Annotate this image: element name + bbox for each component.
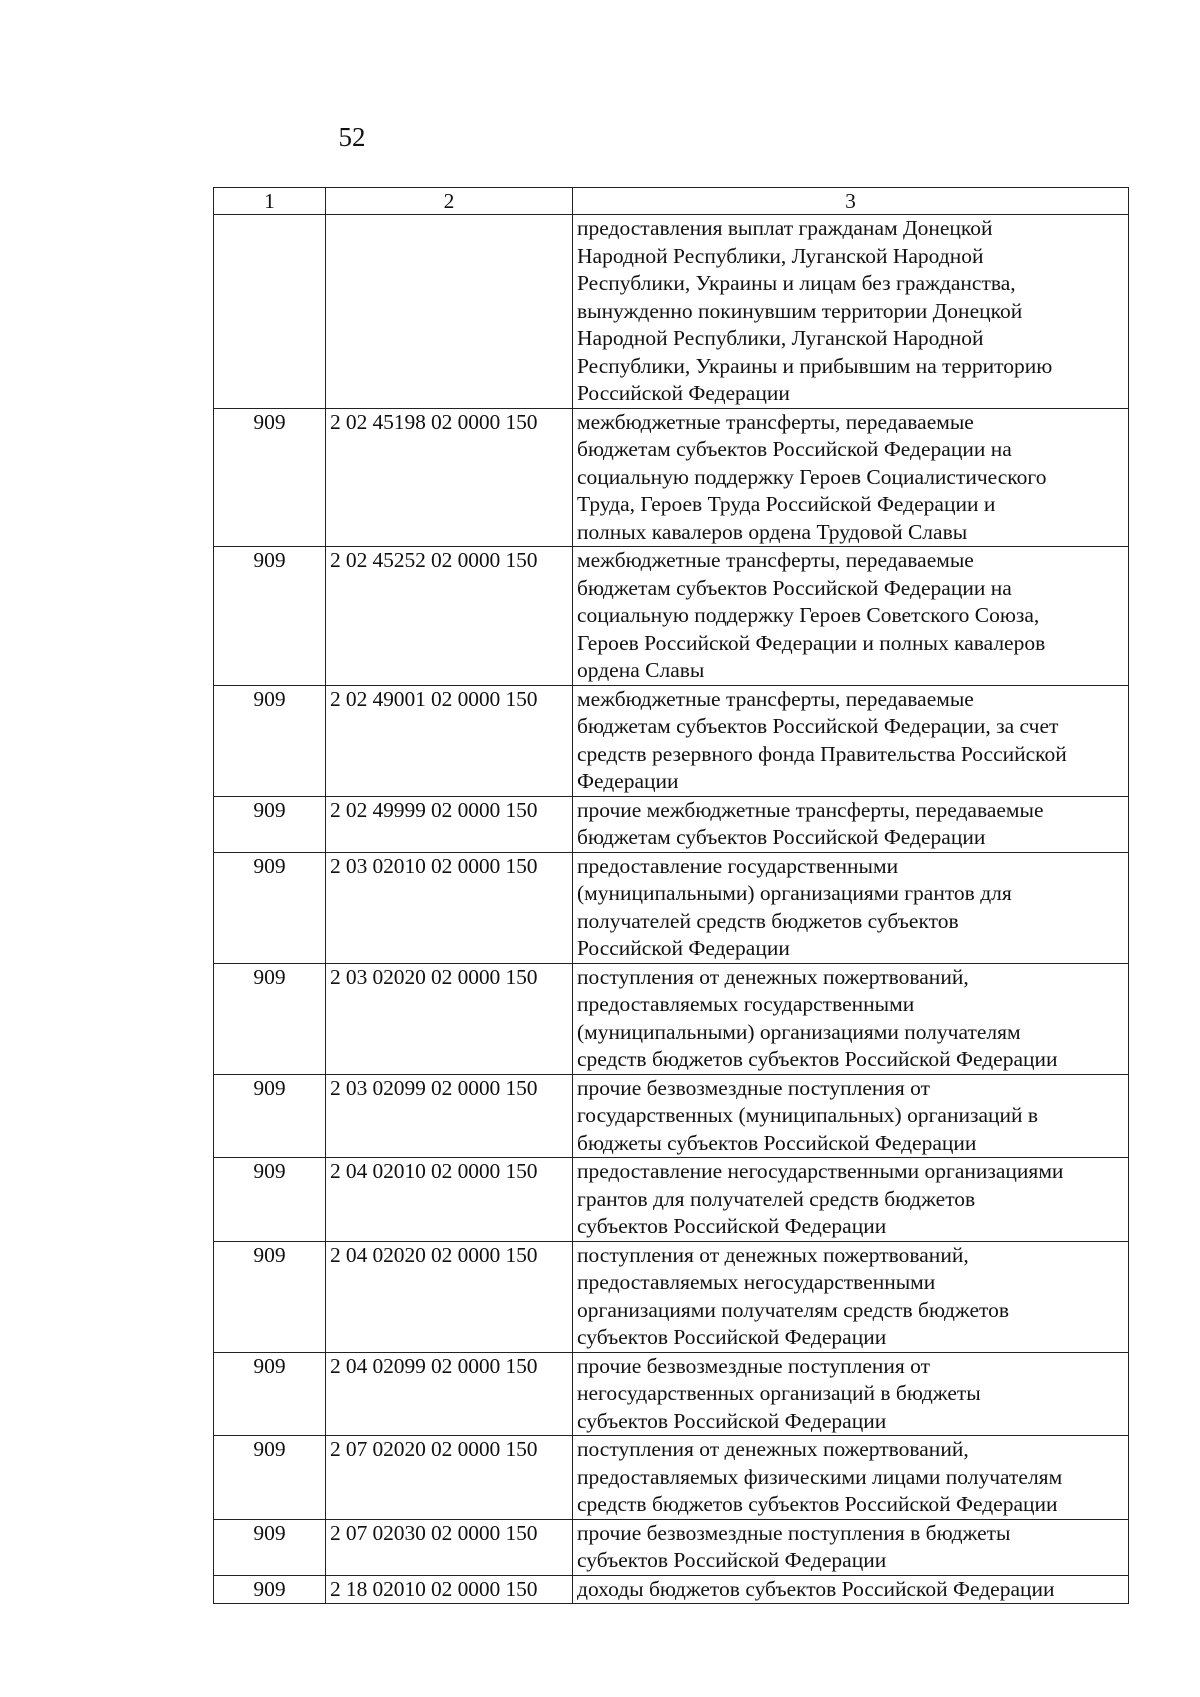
description-cell [573, 852, 1129, 963]
description-cell [573, 1436, 1129, 1520]
budget-code-cell [326, 215, 573, 409]
description-cell [573, 1158, 1129, 1242]
description-line: ордена Славы [577, 658, 705, 682]
table-row [214, 1158, 1129, 1242]
description-line: прочие межбюджетные трансферты, передаваемые [577, 797, 1044, 822]
description-line: (муниципальными) организациями грантов для [577, 881, 1012, 905]
description-line: негосударственных организаций в бюджеты [577, 1381, 981, 1405]
budget-code-cell: 2 03 02099 02 0000 150 [326, 1074, 573, 1158]
admin-code-cell: 909 [214, 1158, 326, 1242]
description-line: Российской Федерации [577, 936, 790, 960]
budget-code-cell: 2 07 02030 02 0000 150 [326, 1519, 573, 1575]
description-line: предоставления выплат гражданам Донецкой [577, 216, 993, 240]
description-cell [573, 1352, 1129, 1436]
table-row [214, 408, 1129, 547]
description-line: бюджетам субъектов Российской Федерации на [577, 575, 1012, 600]
header-cell-2: 2 [326, 188, 573, 215]
description-line: средств бюджетов субъектов Российской Федерации [577, 1492, 1058, 1516]
admin-code-cell [214, 215, 326, 409]
description-line: поступления от денежных пожертвований, [577, 964, 969, 989]
budget-code-cell: 2 18 02010 02 0000 150 [326, 1575, 573, 1604]
description-cell [573, 1519, 1129, 1575]
budget-code-cell: 2 02 45252 02 0000 150 [326, 547, 573, 686]
description-line: Российской Федерации [577, 381, 790, 405]
description-line: бюджеты субъектов Российской Федерации [577, 1130, 977, 1155]
table-row [214, 1352, 1129, 1436]
table-row [214, 852, 1129, 963]
description-line: субъектов Российской Федерации [577, 1548, 887, 1572]
table-row [214, 796, 1129, 852]
description-line: субъектов Российской Федерации [577, 1408, 887, 1433]
description-line: социальную поддержку Героев Советского Союза, [577, 603, 1040, 627]
description-line: бюджетам субъектов Российской Федерации [577, 825, 986, 849]
admin-code-cell: 909 [214, 963, 326, 1074]
description-line: Республики, Украины и прибывшим на территорию [577, 353, 1053, 378]
description-line: организациями получателям средств бюджетов [577, 1297, 1010, 1322]
description-cell [573, 1575, 1129, 1604]
description-cell [573, 796, 1129, 852]
admin-code-cell: 909 [214, 1575, 326, 1604]
table-header-row [214, 188, 1129, 215]
admin-code-cell: 909 [214, 685, 326, 796]
description-line: предоставляемых негосударственными [577, 1270, 936, 1294]
description-line: средств бюджетов субъектов Российской Федерации [577, 1047, 1058, 1071]
description-line: средств резервного фонда Правительства Российской [577, 741, 1067, 766]
description-line: Республики, Украины и лицам без гражданства, [577, 271, 1016, 295]
description-line: прочие безвозмездные поступления от [577, 1075, 931, 1100]
description-line: (муниципальными) организациями получателям [577, 1019, 1021, 1044]
description-line: предоставляемых физическими лицами получателям [577, 1464, 1063, 1489]
revenue-codes-table [213, 187, 1129, 1604]
description-cell [573, 963, 1129, 1074]
description-line: Федерации [577, 769, 679, 793]
admin-code-cell: 909 [214, 1241, 326, 1352]
description-cell [573, 1241, 1129, 1352]
table-row [214, 1575, 1129, 1604]
description-line: полных кавалеров ордена Трудовой Славы [577, 519, 968, 544]
description-line: предоставляемых государственными [577, 992, 915, 1016]
description-cell [573, 215, 1129, 409]
budget-code-cell: 2 04 02010 02 0000 150 [326, 1158, 573, 1242]
description-line: бюджетам субъектов Российской Федерации на [577, 437, 1012, 461]
description-line: Народной Республики, Луганской Народной [577, 243, 984, 268]
description-line: бюджетам субъектов Российской Федерации, за счет [577, 714, 1059, 738]
admin-code-cell: 909 [214, 1352, 326, 1436]
description-line: предоставление негосударственными организациями [577, 1159, 1064, 1183]
description-line: доходы бюджетов субъектов Российской Федерации [577, 1576, 1055, 1601]
budget-code-cell: 2 03 02010 02 0000 150 [326, 852, 573, 963]
description-line: прочие безвозмездные поступления в бюджеты [577, 1520, 1011, 1545]
admin-code-cell: 909 [214, 1074, 326, 1158]
description-cell [573, 1074, 1129, 1158]
budget-code-cell: 2 04 02020 02 0000 150 [326, 1241, 573, 1352]
description-line: Народной Республики, Луганской Народной [577, 326, 984, 350]
admin-code-cell: 909 [214, 547, 326, 686]
description-line: предоставление государственными [577, 853, 899, 878]
description-line: межбюджетные трансферты, передаваемые [577, 548, 974, 572]
table-row [214, 1074, 1129, 1158]
description-line: Труда, Героев Труда Российской Федерации и [577, 492, 996, 516]
description-line: межбюджетные трансферты, передаваемые [577, 409, 974, 434]
table-body [214, 188, 1129, 1604]
description-cell [573, 547, 1129, 686]
description-line: субъектов Российской Федерации [577, 1325, 887, 1349]
description-line: межбюджетные трансферты, передаваемые [577, 686, 974, 711]
budget-code-cell: 2 02 49001 02 0000 150 [326, 685, 573, 796]
description-line: субъектов Российской Федерации [577, 1214, 887, 1238]
description-cell [573, 685, 1129, 796]
admin-code-cell: 909 [214, 796, 326, 852]
admin-code-cell: 909 [214, 408, 326, 547]
table-row [214, 1241, 1129, 1352]
budget-code-cell: 2 03 02020 02 0000 150 [326, 963, 573, 1074]
table-row [214, 963, 1129, 1074]
table-row [214, 215, 1129, 409]
header-cell-3: 3 [573, 188, 1129, 215]
budget-code-cell: 2 02 49999 02 0000 150 [326, 796, 573, 852]
admin-code-cell: 909 [214, 1436, 326, 1520]
admin-code-cell: 909 [214, 1519, 326, 1575]
description-line: вынужденно покинувшим территории Донецкой [577, 298, 1023, 323]
description-line: государственных (муниципальных) организаций в [577, 1103, 1039, 1127]
page-number [0, 122, 1200, 152]
description-line: Героев Российской Федерации и полных кавалеров [577, 630, 1046, 655]
table-row [214, 685, 1129, 796]
description-line: социальную поддержку Героев Социалистического [577, 464, 1047, 489]
table-row [214, 1436, 1129, 1520]
description-line: грантов для получателей средств бюджетов [577, 1186, 976, 1211]
budget-code-cell: 2 04 02099 02 0000 150 [326, 1352, 573, 1436]
description-line: прочие безвозмездные поступления от [577, 1353, 931, 1378]
description-line: поступления от денежных пожертвований, [577, 1242, 969, 1267]
budget-code-cell: 2 07 02020 02 0000 150 [326, 1436, 573, 1520]
header-cell-1: 1 [214, 188, 326, 215]
description-line: получателей средств бюджетов субъектов [577, 908, 959, 933]
table-row [214, 547, 1129, 686]
description-cell [573, 408, 1129, 547]
table-row [214, 1519, 1129, 1575]
description-line: поступления от денежных пожертвований, [577, 1437, 969, 1461]
admin-code-cell: 909 [214, 852, 326, 963]
budget-code-cell: 2 02 45198 02 0000 150 [326, 408, 573, 547]
page-number-text: 52 [338, 122, 366, 152]
